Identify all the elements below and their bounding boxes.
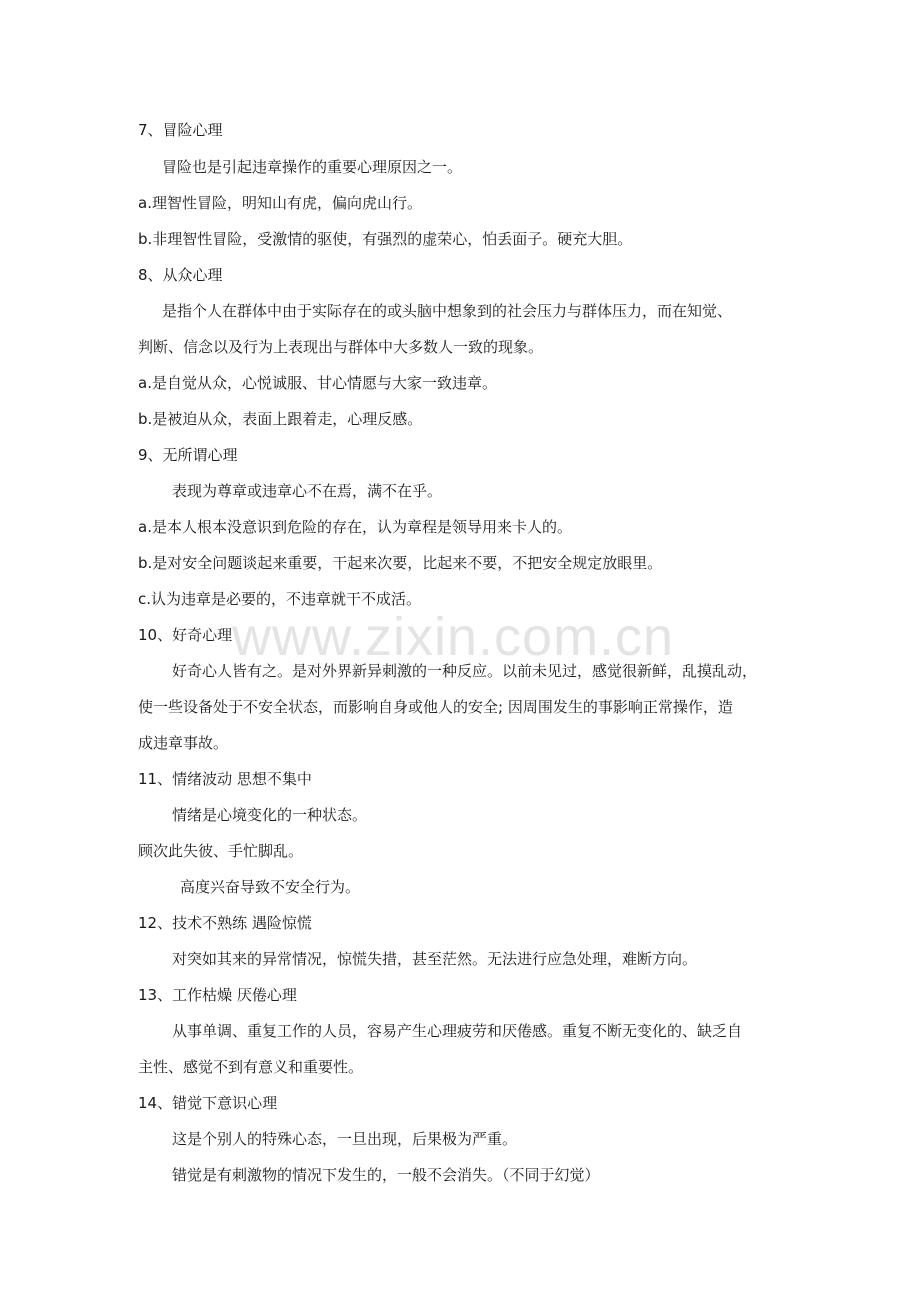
- text-line: b.是对安全问题谈起来重要，干起来次要，比起来不要，不把安全规定放眼里。: [138, 554, 663, 572]
- text-line: 高度兴奋导致不安全行为。: [180, 878, 361, 896]
- text-line: 14、错觉下意识心理: [138, 1094, 278, 1112]
- text-line: b.非理智性冒险，受激情的驱使，有强烈的虚荣心，怕丢面子。硬充大胆。: [138, 230, 633, 248]
- text-line: 11、情绪波动 思想不集中: [138, 770, 312, 788]
- text-line: 表现为尊章或违章心不在焉，满不在乎。: [172, 482, 443, 500]
- text-line: a.是自觉从众，心悦诚服、甘心情愿与大家一致违章。: [138, 374, 497, 392]
- text-line: 7、冒险心理: [138, 121, 223, 139]
- text-line: 顾次此失彼、手忙脚乱。: [138, 842, 304, 860]
- text-line: c.认为违章是必要的，不违章就干不成活。: [138, 590, 422, 608]
- text-line: 13、工作枯燥 厌倦心理: [138, 986, 297, 1004]
- text-line: 是指个人在群体中由于实际存在的或头脑中想象到的社会压力与群体压力，而在知觉、: [162, 302, 733, 320]
- text-line: 这是个别人的特殊心态，一旦出现，后果极为严重。: [172, 1130, 518, 1148]
- text-line: 从事单调、重复工作的人员，容易产生心理疲劳和厌倦感。重复不断无变化的、缺乏自: [172, 1022, 743, 1040]
- text-line: 主性、感觉不到有意义和重要性。: [138, 1058, 364, 1076]
- text-line: 错觉是有刺激物的情况下发生的，一般不会消失。（不同于幻觉）: [172, 1166, 600, 1184]
- text-line: 对突如其来的异常情况，惊慌失措，甚至茫然。无法进行应急处理，难断方向。: [172, 950, 698, 968]
- text-line: 9、无所谓心理: [138, 446, 238, 464]
- text-line: 使一些设备处于不安全状态，而影响自身或他人的安全; 因周围发生的事影响正常操作，造: [138, 698, 733, 716]
- text-line: 冒险也是引起违章操作的重要心理原因之一。: [162, 158, 463, 176]
- text-line: 10、好奇心理: [138, 626, 233, 644]
- text-line: 好奇心人皆有之。是对外界新异刺激的一种反应。以前未见过，感觉很新鲜，乱摸乱动，: [172, 662, 758, 680]
- text-line: b.是被迫从众，表面上跟着走，心理反感。: [138, 410, 423, 428]
- watermark: www.zixin.com.cn: [232, 607, 675, 667]
- text-line: 12、技术不熟练 遇险惊慌: [138, 914, 312, 932]
- text-line: a.是本人根本没意识到危险的存在，认为章程是领导用来卡人的。: [138, 518, 572, 536]
- text-line: 成违章事故。: [138, 734, 229, 752]
- text-line: 8、从众心理: [138, 266, 223, 284]
- text-line: 情绪是心境变化的一种状态。: [172, 806, 368, 824]
- text-line: a.理智性冒险，明知山有虎，偏向虎山行。: [138, 194, 422, 212]
- text-line: 判断、信念以及行为上表现出与群体中大多数人一致的现象。: [138, 338, 544, 356]
